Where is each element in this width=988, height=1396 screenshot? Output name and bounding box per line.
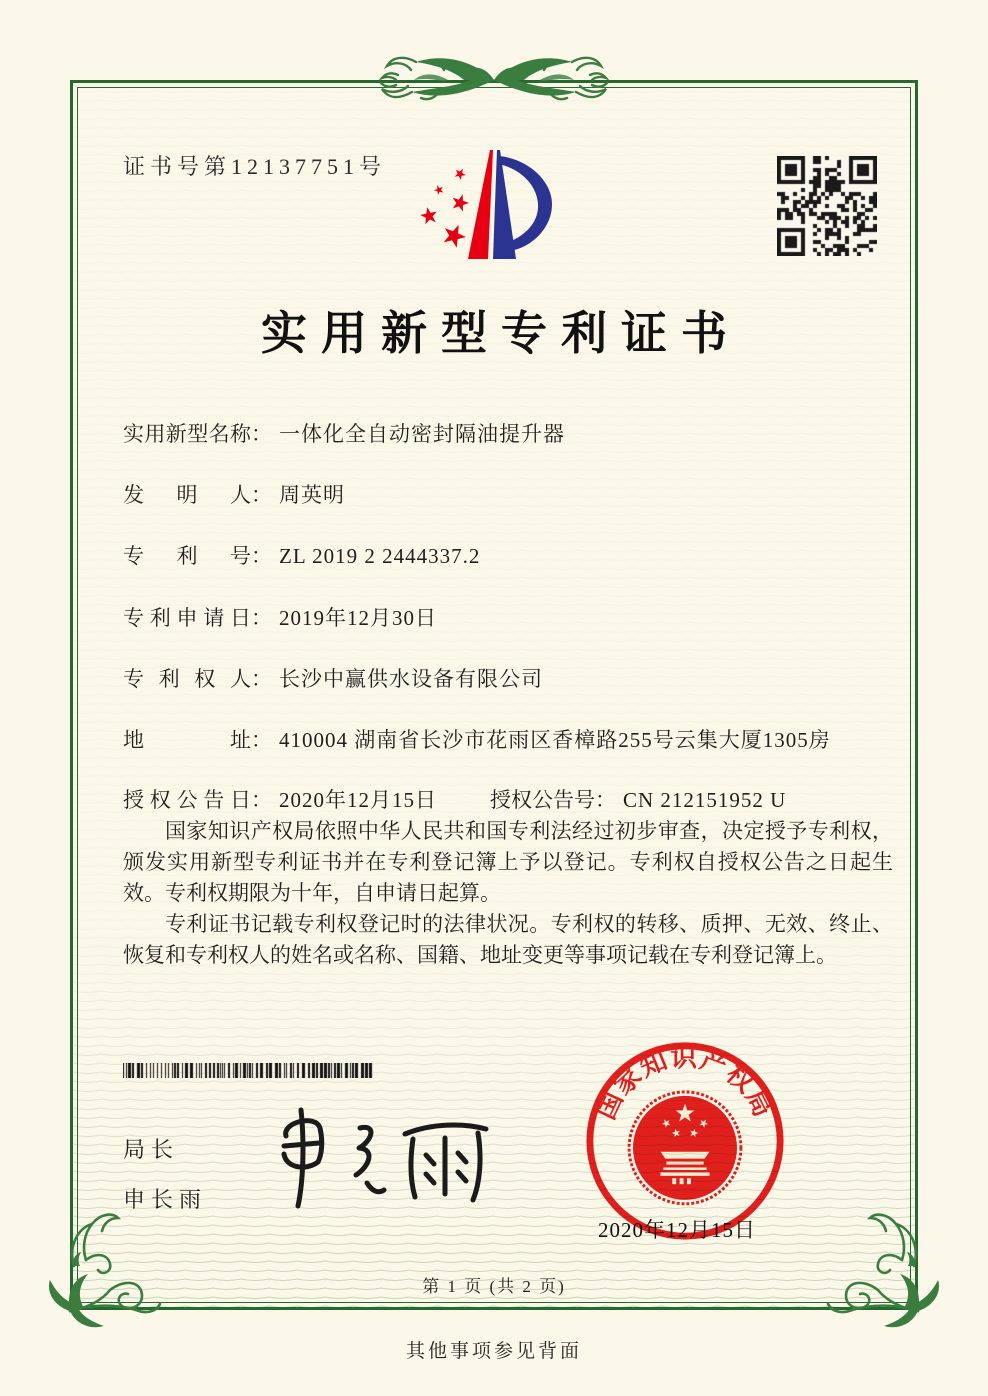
field-row-patentee [123, 663, 893, 693]
legal-paragraph-2: 专利证书记载专利权登记时的法律状况。专利权的转移、质押、无效、终止、恢复和专利权人的姓名或名称、国籍、地址变更等事项记载在专利登记簿上。 [123, 912, 893, 967]
legal-text [123, 816, 893, 971]
page-number: 第 1 页 (共 2 页) [422, 1277, 566, 1296]
field-row-patent-no [123, 540, 893, 570]
field-colon: ： [251, 422, 272, 446]
field-row-inventor [123, 479, 893, 509]
back-side-note: 其他事项参见背面 [405, 1341, 582, 1362]
field-value: 长沙中赢供水设备有限公司 [279, 667, 543, 691]
seal-date: 2020年12月15日 [598, 1218, 756, 1242]
field-colon: ： [251, 788, 272, 812]
certificate-number: 证书号第12137751号 [123, 154, 387, 179]
field-value: 410004 湖南省长沙市花雨区香樟路255号云集大厦1305房 [279, 728, 831, 752]
field-row-name [123, 418, 893, 448]
field-label: 地址 [123, 728, 251, 752]
signature-icon [272, 1098, 502, 1220]
field-colon: ： [595, 788, 616, 812]
officer-name: 申长雨 [123, 1187, 208, 1212]
field-label: 授权公告号 [490, 788, 595, 812]
field-value: 一体化全自动密封隔油提升器 [279, 422, 565, 446]
field-row-filing-date [123, 602, 893, 632]
top-ornament-icon [348, 42, 640, 114]
field-value: CN 212151952 U [623, 788, 787, 812]
field-row-grant-date [123, 784, 893, 814]
officer-title: 局长 [123, 1137, 180, 1162]
field-value: 2020年12月15日 [279, 788, 437, 812]
field-colon: ： [251, 483, 272, 507]
certificate-title: 实用新型专利证书 [261, 308, 741, 359]
field-label: 实用新型名称 [123, 422, 251, 446]
field-value: 周英明 [279, 483, 345, 507]
field-label: 授权公告日 [123, 788, 251, 812]
barcode-icon [123, 1063, 373, 1078]
field-colon: ： [251, 667, 272, 691]
field-pair-grant-number [490, 784, 786, 814]
qr-code-icon [777, 156, 877, 256]
field-label: 发明人 [123, 483, 251, 507]
field-row-address [123, 724, 893, 754]
field-label: 专利权人 [123, 667, 251, 691]
officer-block [123, 1133, 207, 1214]
legal-paragraph-1: 国家知识产权局依照中华人民共和国专利法经过初步审查，决定授予专利权，颁发实用新型专利证书并在专利登记簿上予以登记。专利权自授权公告之日起生效。专利权期限为十年，自申请日起算。 [123, 819, 893, 905]
field-colon: ： [251, 728, 272, 752]
field-value: 2019年12月30日 [279, 606, 437, 630]
field-colon: ： [251, 606, 272, 630]
field-label: 专利申请日 [123, 606, 251, 630]
field-colon: ： [251, 544, 272, 568]
cnipa-logo-icon [412, 144, 564, 266]
field-label: 专利号 [123, 544, 251, 568]
seal-ring-text: 国家知识产权局 [590, 1042, 779, 1124]
field-value: ZL 2019 2 2444337.2 [279, 544, 481, 568]
